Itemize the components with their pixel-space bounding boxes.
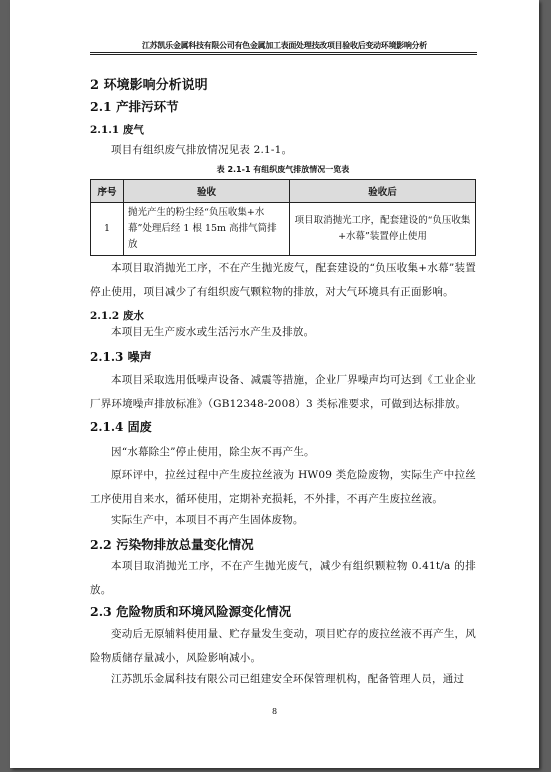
section-2-1-heading: 2.1 产排污环节 (90, 99, 179, 114)
section-2-2-heading: 2.2 污染物排放总量变化情况 (90, 537, 254, 552)
paragraph: 实际生产中，本项目不再产生固体废物。 (111, 514, 304, 526)
page-number: 8 (271, 707, 278, 716)
header-rule (90, 52, 477, 53)
table-row (91, 203, 476, 256)
table-header-cell: 序号 (91, 180, 124, 203)
paragraph: 原环评中，拉丝过程中产生废拉丝液为 HW09 类危险废物，实际生产中拉丝工序使用自来水，循环使用，定期补充损耗，不外排，不再产生废拉丝液。 (90, 469, 476, 505)
document-page (10, 0, 539, 768)
section-2-3-heading: 2.3 危险物质和环境风险源变化情况 (90, 604, 292, 619)
paragraph: 本项目取消抛光工序，不在产生抛光废气，配套建设的“负压收集+水幕”装置停止使用，项目减少了有组织废气颗粒物的排放，对大气环境具有正面影响。 (90, 262, 476, 298)
paragraph: 江苏凯乐金属科技有限公司已组建安全环保管理机构，配备管理人员，通过 (111, 673, 465, 685)
paragraph: 项目有组织废气排放情况见表 2.1-1。 (111, 144, 293, 156)
table-cell: 抛光产生的粉尘经“负压收集+水幕”处理后经 1 根 15m 高排气筒排放 (124, 203, 290, 256)
header-rule-secondary (90, 54, 477, 55)
paragraph: 本项目取消抛光工序，不在产生抛光废气，减少有组织颗粒物 0.41t/a 的排放。 (90, 560, 476, 596)
table-header-row (91, 180, 476, 203)
table-header-cell: 验收后 (290, 180, 476, 203)
section-2-1-2-heading: 2.1.2 废水 (90, 310, 144, 322)
emissions-table (90, 179, 476, 256)
table-cell: 1 (91, 203, 124, 256)
paragraph: 本项目采取选用低噪声设备、减震等措施，企业厂界噪声均可达到《工业企业厂界环境噪声排放标准》（GB12348-2008）3 类标准要求，可做到达标排放。 (90, 374, 476, 410)
table-caption: 表 2.1-1 有组织废气排放情况一览表 (216, 165, 350, 174)
paragraph: 因“水幕除尘”停止使用，除尘灰不再产生。 (111, 446, 315, 458)
table-header-cell: 验收 (124, 180, 290, 203)
running-header: 江苏凯乐金属科技有限公司有色金属加工表面处理技改项目验收后变动环境影响分析 (142, 41, 427, 50)
paragraph: 变动后无原辅料使用量、贮存量发生变动，项目贮存的废拉丝液不再产生，风险物质储存量减小，风险影响减小。 (90, 628, 476, 664)
section-2-heading: 2 环境影响分析说明 (90, 78, 208, 93)
paragraph: 本项目无生产废水或生活污水产生及排放。 (111, 326, 315, 338)
table-cell: 项目取消抛光工序，配套建设的“负压收集+水幕”装置停止使用 (290, 203, 476, 256)
section-2-1-1-heading: 2.1.1 废气 (90, 124, 144, 136)
section-2-1-4-heading: 2.1.4 固废 (90, 420, 152, 434)
section-2-1-3-heading: 2.1.3 噪声 (90, 350, 152, 364)
